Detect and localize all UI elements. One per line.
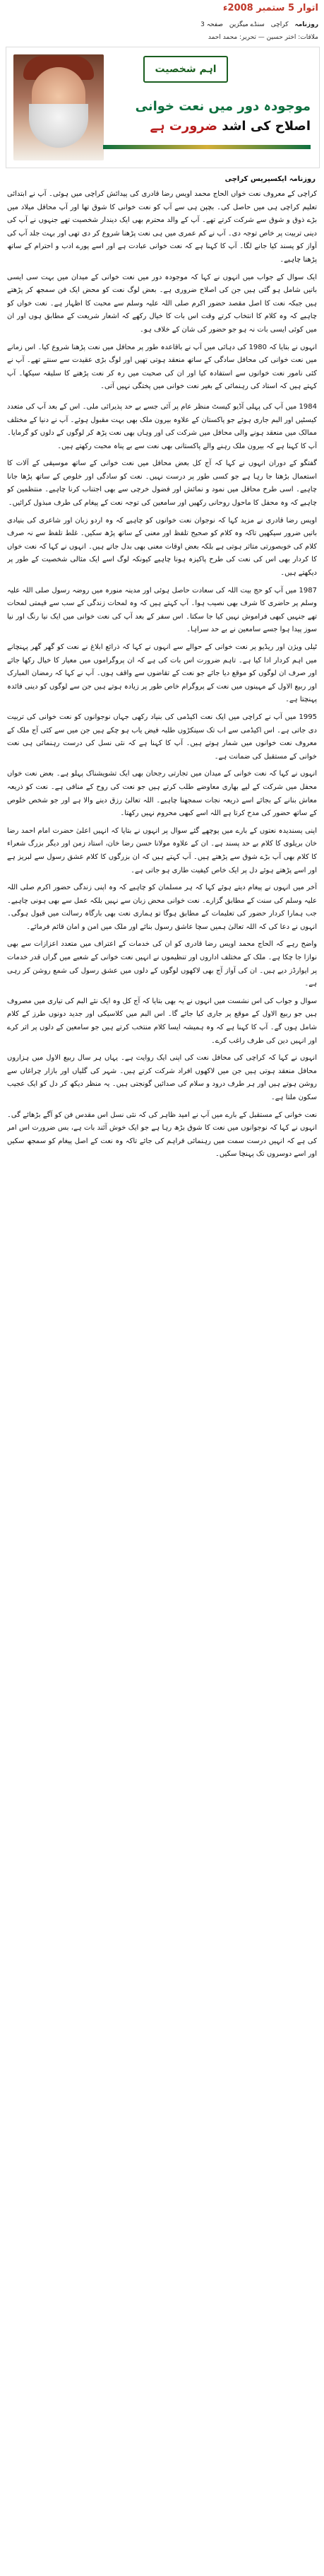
article-paragraph: انہوں نے کہا کہ نعت خوانی کے میدان میں تجارتی رجحان بھی ایک تشویشناک پہلو ہے۔ بعض نعت خواں محفل میں شرکت کے لیے بھاری معاوضے طلب کرتے ہیں جو نعت کی روح کے منافی ہے۔ نعت کو ذریعہ معاش بنانے کے بجائے اسے ذریعہ نجات سمجھنا چاہیے۔ اللہ تعالیٰ رزق دینے والا ہے اور جو شخص خلوص کے ساتھ حضور کی مدح کرتا ہے اللہ اسے کبھی محروم نہیں رکھتا۔: [7, 770, 317, 818]
article-paragraph: نعت خوانی کے مستقبل کے بارے میں آپ نے امید ظاہر کی کہ نئی نسل اس مقدس فن کو آگے بڑھائے گی۔ انہوں نے کہا کہ نوجوانوں میں نعت کا شوق بڑھ رہا ہے جو ایک خوش آئند بات ہے، بس ضرورت اس امر کی ہے کہ انہیں درست سمت میں رہنمائی فراہم کی جائے تاکہ وہ نعت کے اصل پیغام کو سمجھ سکیں اور اسے دوسروں تک پہنچا سکیں۔: [7, 1111, 317, 1159]
article-paragraph: اپنی پسندیدہ نعتوں کے بارے میں پوچھے گئے سوال پر انہوں نے بتایا کہ انہیں اعلیٰ حضرت امام احمد رضا خان بریلوی کا کلام بے حد پسند ہے۔ ان کے علاوہ مولانا حسن رضا خان، استاد زمن اور دیگر بزرگ شعراء کا کلام بھی آپ بڑے شوق سے پڑھتے ہیں۔ آپ کہتے ہیں کہ ان بزرگوں کا کلام عشق رسول سے لبریز ہے اور اسے پڑھتے ہوئے دل پر ایک خاص کیفیت طاری ہو جاتی ہے۔: [7, 826, 317, 874]
byline: ملاقات: اختر حسین — تحریر: محمد احمد: [208, 34, 318, 41]
headline-part-3: ضرورت ہے: [150, 119, 218, 134]
banner-headline: [103, 97, 311, 136]
article-paragraph: 1987 میں آپ کو حج بیت اللہ کی سعادت حاصل ہوئی اور مدینہ منورہ میں روضہ رسول صلی اللہ علیہ وسلم پر حاضری کا شرف بھی نصیب ہوا۔ آپ کہتے ہیں کہ وہ لمحات زندگی کے سب سے قیمتی لمحات تھے جنہیں کبھی فراموش نہیں کیا جا سکتا۔ اس سفر کے بعد آپ کی نعت خوانی میں ایک نیا رنگ اور نیا سوز پیدا ہوا جسے سامعین نے بے حد سراہا۔: [7, 586, 317, 634]
article-paragraph: سوال و جواب کی اس نشست میں انہوں نے یہ بھی بتایا کہ آج کل وہ ایک نئے البم کی تیاری میں مصروف ہیں جو ربیع الاول کے موقع پر جاری کیا جائے گا۔ اس البم میں کلاسیکی اور جدید دونوں طرز کے کلام شامل ہوں گے۔ آپ کا کہنا ہے کہ وہ ہمیشہ ایسا کلام منتخب کرتے ہیں جو سامعین کے دلوں پر اثر کرے اور انہیں دین کی طرف راغب کرے۔: [7, 997, 317, 1045]
article-paragraph: واضح رہے کہ الحاج محمد اویس رضا قادری کو ان کی خدمات کے اعتراف میں متعدد اعزازات سے بھی نوازا جا چکا ہے۔ ملک کے مختلف اداروں اور تنظیموں نے انہیں نعت خوانی کے شعبے میں گراں قدر خدمات پر ایوارڈز دیے ہیں۔ ان کی آواز آج بھی لاکھوں لوگوں کے دلوں میں عشق رسول کی شمع روشن کر رہی ہے۔: [7, 940, 317, 988]
beard-shape: [29, 104, 88, 148]
paper-section: سنڈے میگزین: [229, 21, 265, 28]
article-paragraph: اویس رضا قادری نے مزید کہا کہ نوجوان نعت خوانوں کو چاہیے کہ وہ اردو زبان اور شاعری کی بنیادی باتیں ضرور سیکھیں تاکہ وہ کلام کو صحیح تلفظ اور معنی کے ساتھ پڑھ سکیں۔ غلط تلفظ سے نہ صرف کلام کی خوبصورتی متاثر ہوتی ہے بلکہ بعض اوقات معنی بھی بدل جاتے ہیں۔ انہوں نے کہا کہ نعت خواں کا کردار بھی اس کی نعت کی طرح پاکیزہ ہونا چاہیے کیونکہ لوگ اسے ایک مثالی شخصیت کے طور پر دیکھتے ہیں۔: [7, 516, 317, 578]
article-paragraph: ایک سوال کے جواب میں انہوں نے کہا کہ موجودہ دور میں نعت خوانی کے میدان میں بہت سی ایسی باتیں شامل ہو گئی ہیں جن کی اصلاح ضروری ہے۔ بعض لوگ نعت کو محض ایک فن سمجھ کر پڑھتے ہیں جبکہ نعت کا اصل مقصد حضور اکرم صلی اللہ علیہ وسلم سے محبت کا اظہار ہے۔ نعت خواں کو چاہیے کہ وہ کلام کا انتخاب کرتے وقت اس بات کا خیال رکھے کہ اشعار شریعت کے مطابق ہوں اور ان میں کوئی ایسی بات نہ ہو جو حضور کی شان کے خلاف ہو۔: [7, 273, 317, 334]
article-paragraph: انہوں نے کہا کہ کراچی کی محافل نعت کی اپنی ایک روایت ہے۔ یہاں ہر سال ربیع الاول میں ہزاروں محافل منعقد ہوتی ہیں جن میں لاکھوں افراد شرکت کرتے ہیں۔ شہر کی گلیاں اور بازار چراغاں سے روشن ہوتے ہیں اور ہر طرف درود و سلام کی صدائیں گونجتی ہیں۔ یہ منظر دیکھ کر دل کو ایک عجیب سکون ملتا ہے۔: [7, 1054, 317, 1101]
article-paragraph: انہوں نے بتایا کہ 1980 کی دہائی میں آپ نے باقاعدہ طور پر محافل میں نعت پڑھنا شروع کیا۔ اس زمانے میں نعت خوانی کی محافل سادگی کے ساتھ منعقد ہوتی تھیں اور لوگ بڑی عقیدت سے سنتے تھے۔ آپ نے کئی نامور نعت خوانوں سے استفادہ کیا اور ان کی صحبت میں رہ کر نعت پڑھنے کا سلیقہ سیکھا۔ آپ کہتے ہیں کہ استاد کی رہنمائی کے بغیر نعت خوانی میں پختگی نہیں آتی۔: [7, 343, 317, 391]
banner-divider: [103, 145, 311, 149]
article-paragraph: گفتگو کے دوران انہوں نے کہا کہ آج کل بعض محافل میں نعت خوانی کے ساتھ موسیقی کے آلات کا استعمال بڑھتا جا رہا ہے جو کسی طور پر درست نہیں۔ نعت کو سادگی اور خلوص کے ساتھ پڑھا جانا چاہیے۔ اسی طرح محافل میں نمود و نمائش اور فضول خرچی سے بھی اجتناب کرنا چاہیے۔ منتظمین کو چاہیے کہ وہ محفل کا ماحول روحانی رکھیں اور سامعین کی توجہ نعت کے پیغام کی طرف مبذول کرائیں۔: [7, 459, 317, 508]
headline-part-1: موجودہ دور میں نعت خوانی: [135, 99, 311, 114]
portrait-photo: [13, 54, 104, 160]
article-paragraph: ٹیلی ویژن اور ریڈیو پر نعت خوانی کے حوالے سے انہوں نے کہا کہ ذرائع ابلاغ نے نعت کو گھر گھر پہنچانے میں اہم کردار ادا کیا ہے۔ تاہم ضرورت اس بات کی ہے کہ ان پروگراموں میں معیار کا خیال رکھا جائے اور صرف ان لوگوں کو موقع دیا جائے جو نعت کے تقاضوں سے واقف ہوں۔ آپ نے کہا کہ رمضان المبارک اور ربیع الاول کے مہینوں میں نعت کے پروگرام خاص طور پر زیادہ ہوتے ہیں جن سے لوگوں کو دینی فائدہ پہنچتا ہے۔: [7, 643, 317, 704]
issue-date: اتوار 5 ستمبر 2008ء: [222, 3, 318, 13]
article-paragraph: آخر میں انہوں نے پیغام دیتے ہوئے کہا کہ ہر مسلمان کو چاہیے کہ وہ اپنی زندگی حضور اکرم صلی اللہ علیہ وسلم کی سنت کے مطابق گزارے۔ نعت خوانی محض زبان سے نہیں بلکہ عمل سے بھی ہونی چاہیے۔ جب ہمارا کردار حضور کی تعلیمات کے مطابق ہوگا تو ہماری نعت بھی بارگاہ رسالت میں قبول ہوگی۔ انہوں نے دعا کی کہ اللہ تعالیٰ ہمیں سچا عاشق رسول بنائے اور ملک میں امن و امان قائم فرمائے۔: [7, 884, 317, 931]
article-paragraph: 1984 میں آپ کی پہلی آڈیو کیسٹ منظر عام پر آئی جسے بے حد پذیرائی ملی۔ اس کے بعد آپ کی متعدد کیسٹیں اور البم جاری ہوئے جو پاکستان کے علاوہ بیرون ملک بھی بہت مقبول ہوئے۔ آپ نے دنیا کے مختلف ممالک میں منعقد ہونے والی محافل میں شرکت کی اور وہاں بھی نعت پڑھ کر لوگوں کے دلوں کو گرمایا۔ آپ کا کہنا ہے کہ بیرون ملک رہنے والے پاکستانی بھی نعت سے بے پناہ محبت رکھتے ہیں۔: [7, 402, 317, 450]
paper-name: روزنامہ: [294, 21, 318, 28]
article-paragraph: 1995 میں آپ نے کراچی میں ایک نعت اکیڈمی کی بنیاد رکھی جہاں نوجوانوں کو نعت خوانی کی تربیت دی جاتی ہے۔ اس اکیڈمی سے اب تک سینکڑوں طلبہ فیض یاب ہو چکے ہیں جن میں سے کئی آج ملک کے معروف نعت خوانوں میں شمار ہوتے ہیں۔ آپ کا کہنا ہے کہ نئی نسل کی درست رہنمائی ہی نعت خوانی کے مستقبل کی ضمانت ہے۔: [7, 713, 317, 761]
section-label: روزنامہ ایکسپریس کراچی: [224, 175, 316, 183]
headline-part-2: اصلاح کی اشد: [222, 119, 311, 134]
paper-page: صفحہ 3: [200, 21, 224, 28]
article-banner: [6, 47, 320, 168]
article-body: [7, 188, 317, 2572]
banner-logo: اہم شخصیت: [143, 56, 228, 83]
article-paragraph: کراچی کے معروف نعت خواں الحاج محمد اویس رضا قادری کی پیدائش کراچی میں ہوئی۔ آپ نے ابتدائی تعلیم کراچی ہی میں حاصل کی۔ بچپن ہی سے آپ کو نعت خوانی کا شوق تھا اور آپ محافل میلاد میں بڑے ذوق و شوق سے شرکت کرتے تھے۔ آپ کے والد محترم بھی ایک دیندار شخصیت تھے جنہوں نے آپ کی دینی تربیت پر خاص توجہ دی۔ آپ نے کم عمری میں ہی نعت پڑھنا شروع کر دی تھی اور بہت جلد آپ کی آواز کو پسند کیا جانے لگا۔ آپ کا کہنا ہے کہ نعت خوانی عبادت ہے اور اسے پورے ادب و احترام کے ساتھ پڑھنا چاہیے۔: [7, 190, 317, 264]
paper-city: کراچی: [270, 21, 289, 28]
paper-info: [8, 21, 318, 28]
